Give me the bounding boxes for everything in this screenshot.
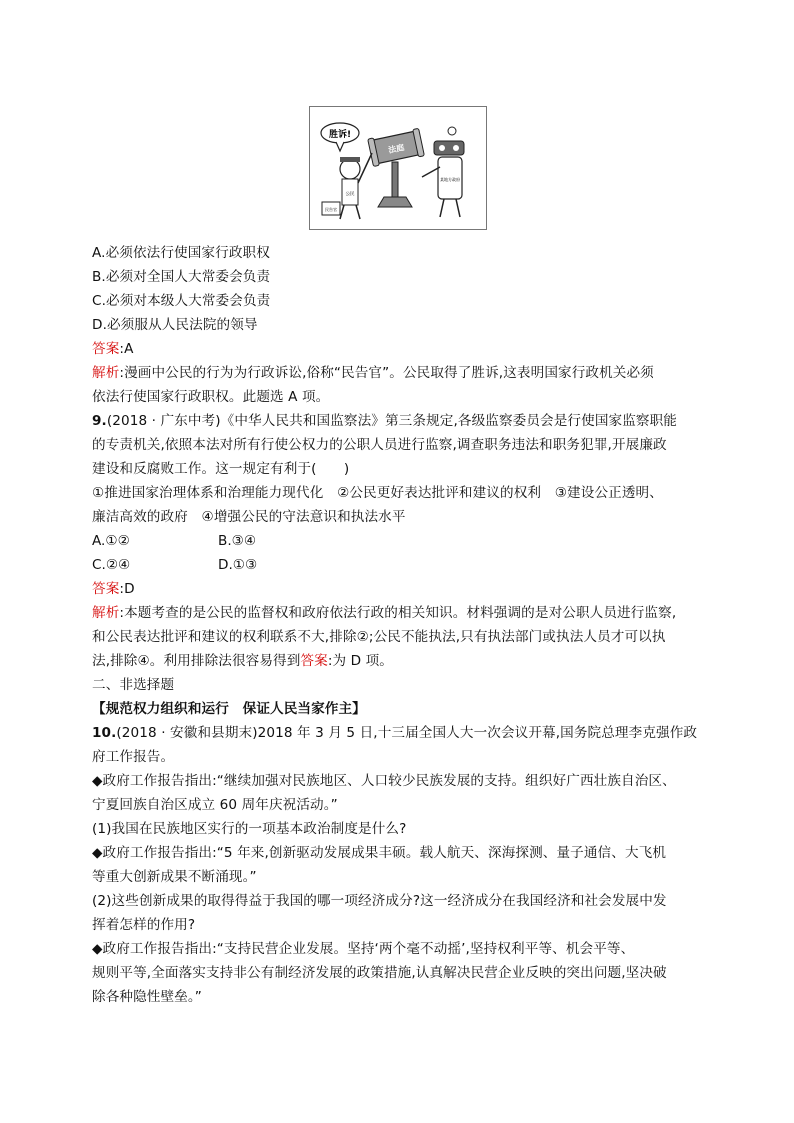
q9-stem-line-3: 建设和反腐败工作。这一规定有利于( ): [92, 461, 350, 477]
q10-line-4: 宁夏回族自治区成立 60 周年庆祝活动。”: [92, 797, 338, 813]
q10-line-1: [92, 724, 697, 742]
q9-analysis-line-3: [92, 652, 393, 670]
q10-text-1: (2018 · 安徽和县期末)2018 年 3 月 5 日,十三届全国人大一次会议开幕,国务院总理李克强作政: [116, 725, 698, 741]
section-topic: 【规范权力组织和运行 保证人民当家作主】: [92, 701, 366, 717]
q8-option-b: B.必须对全国人大常委会负责: [92, 269, 271, 285]
q9-answer: [92, 580, 135, 598]
q8-analysis-label: 解析: [92, 365, 120, 381]
q10-line-8: (2)这些创新成果的取得得益于我国的哪一项经济成分?这一经济成分在我国经济和社会发展中发: [92, 893, 667, 909]
q8-analysis-line-2: 依法行使国家行政职权。此题选 A 项。: [92, 389, 330, 405]
q8-option-a: A.必须依法行使国家行政职权: [92, 245, 270, 261]
q9-option-b: B.③④: [218, 533, 257, 549]
q8-answer-value: :A: [119, 341, 134, 357]
q9-analysis-label: 解析: [92, 605, 120, 621]
q8-analysis-text-1: :漫画中公民的行为为行政诉讼,俗称“民告官”。公民取得了胜诉,这表明国家行政机关必须: [119, 365, 654, 381]
q9-analysis-last-pre: 法,排除④。利用排除法很容易得到: [92, 653, 301, 669]
q8-answer: [92, 340, 133, 358]
cartoon-drawing: [310, 107, 486, 229]
q9-statements-line-1: ①推进国家治理体系和治理能力现代化 ②公民更好表达批评和建议的权利 ③建设公正透明、: [92, 485, 663, 501]
speech-bubble-text: 胜诉!: [328, 130, 352, 140]
q9-analysis-last-post: :为 D 项。: [327, 653, 393, 669]
q9-stem-line-1: [92, 412, 677, 430]
q10-line-2: 府工作报告。: [92, 749, 175, 765]
q9-answer-label: 答案: [92, 581, 120, 597]
q9-answer-value: :D: [119, 581, 135, 597]
q8-option-d: D.必须服从人民法院的领导: [92, 317, 258, 333]
q9-stem-line-2: 的专责机关,依照本法对所有行使公权力的公职人员进行监察,调查职务违法和职务犯罪,开展廉政: [92, 437, 667, 453]
person-label: 公民: [345, 192, 355, 197]
q10-line-9: 挥着怎样的作用?: [92, 917, 196, 933]
q9-option-d: D.①③: [218, 557, 258, 573]
q8-option-c: C.必须对本级人大常委会负责: [92, 293, 271, 309]
q10-line-6: ◆政府工作报告指出:“5 年来,创新驱动发展成果丰硕。载人航天、深海探测、量子通信、大飞机: [92, 845, 667, 861]
q10-line-11: 规则平等,全面落实支持非公有制经济发展的政策措施,认真解决民营企业反映的突出问题,坚决破: [92, 965, 667, 981]
q9-option-c: C.②④: [92, 557, 131, 573]
q8-answer-label: 答案: [92, 341, 120, 357]
q9-stem-text-1: (2018 · 广东中考)《中华人民共和国监察法》第三条规定,各级监察委员会是行使国家监察职能: [106, 413, 677, 429]
q10-number: 10.: [92, 725, 117, 741]
robot-label: 某地方政府: [440, 177, 460, 182]
briefcase-label: 民告官: [325, 207, 337, 212]
q10-line-5: (1)我国在民族地区实行的一项基本政治制度是什么?: [92, 821, 407, 837]
q10-line-10: ◆政府工作报告指出:“支持民营企业发展。坚持‘两个毫不动摇’,坚持权利平等、机会平等、: [92, 941, 635, 957]
q9-statements-line-2: 廉洁高效的政府 ④增强公民的守法意识和执法水平: [92, 509, 406, 525]
section-title: 二、非选择题: [92, 677, 175, 693]
q9-analysis-line-2: 和公民表达批评和建议的权利联系不大,排除②;公民不能执法,只有执法部门或执法人员才可以执: [92, 629, 666, 645]
q10-line-3: ◆政府工作报告指出:“继续加强对民族地区、人口较少民族发展的支持。组织好广西壮族自治区、: [92, 773, 676, 789]
q10-line-12: 除各种隐性壁垒。”: [92, 989, 202, 1005]
q9-number: 9.: [92, 413, 107, 429]
cartoon-figure: [309, 106, 487, 230]
q8-analysis-line-1: [92, 364, 654, 382]
q9-option-a: A.①②: [92, 533, 130, 549]
q10-line-7: 等重大创新成果不断涌现。”: [92, 869, 257, 885]
q9-analysis-line-1: [92, 604, 676, 622]
q9-analysis-text-1: :本题考查的是公民的监督权和政府依法行政的相关知识。材料强调的是对公职人员进行监察,: [119, 605, 677, 621]
gavel-label: 法庭: [387, 142, 406, 155]
q9-analysis-last-answer: 答案: [300, 653, 328, 669]
